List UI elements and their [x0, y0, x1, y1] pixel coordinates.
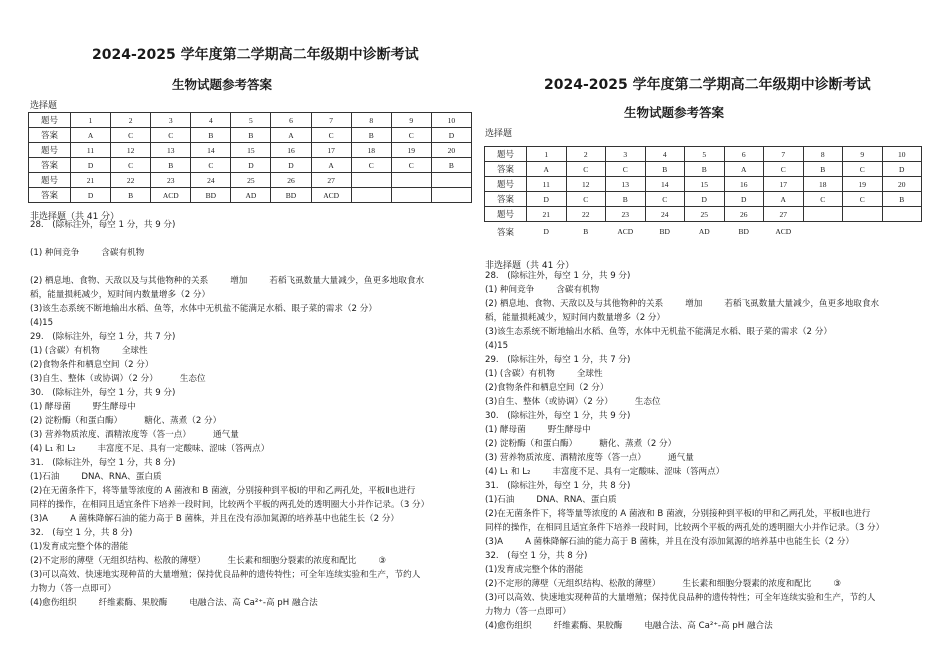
answer-text: ③: [378, 556, 387, 566]
answer-text: 32. (每空 1 分，共 8 分): [485, 551, 588, 561]
answer-cell: C: [566, 192, 606, 207]
question-number-cell: 13: [151, 143, 191, 158]
answer-text: 生长素和细胞分裂素的浓度和配比: [682, 579, 812, 589]
answer-line: [485, 507, 940, 521]
answer-text: (3)A: [485, 537, 504, 547]
answer-row: [29, 188, 472, 203]
exam-title: 2024-2025 学年度第二学期高二年级期中诊断考试: [544, 77, 871, 93]
answer-cell: A: [764, 192, 804, 207]
answer-line: [485, 353, 940, 367]
question-number-cell: 6: [271, 113, 311, 128]
answer-line: [485, 269, 940, 283]
question-number-cell: 6: [724, 147, 764, 162]
answer-line: [485, 577, 940, 591]
answer-cell: C: [764, 162, 804, 177]
question-number-row: [29, 113, 472, 128]
answer-line: [485, 591, 940, 605]
nonchoice-section-label: 非选择题（共 41 分）: [485, 261, 575, 271]
answer-text: 生长素和细胞分裂素的浓度和配比: [227, 556, 357, 566]
answer-text: 28. (除标注外，每空 1 分，共 9 分): [485, 271, 631, 281]
question-number-cell: 7: [764, 147, 804, 162]
answer-cell: C: [843, 192, 883, 207]
answer-text: 生态位: [634, 397, 661, 407]
answer-text: 30. (除标注外，每空 1 分，共 9 分): [485, 411, 631, 421]
answer-cell: B: [583, 227, 589, 237]
answer-row: [485, 162, 922, 177]
answer-text: (2)食物条件和栖息空间（2 分）: [30, 360, 154, 370]
answer-cell: A: [271, 128, 311, 143]
answer-lines: [30, 218, 475, 610]
answer-cell: D: [231, 158, 271, 173]
answer-cell: BD: [191, 188, 231, 203]
answer-row: [485, 222, 922, 242]
question-number-cell: 26: [724, 207, 764, 222]
question-number-row: [485, 177, 922, 192]
answer-text: A 菌株降解石油的能力高于 B 菌株，并且在没有添加氮源的培养基中也能生长（2 分）: [525, 537, 855, 547]
answer-text: (3)该生态系统不断地输出水稻、鱼等，水体中无机盐不能满足水稻、眼子菜的需求（2 分）: [30, 304, 377, 314]
answer-line: [485, 423, 940, 437]
answer-line: [485, 311, 940, 325]
answer-table: [28, 112, 472, 203]
answer-text: 30. (除标注外，每空 1 分，共 9 分): [30, 388, 176, 398]
answer-line: [30, 330, 475, 344]
question-number-cell: 19: [391, 143, 431, 158]
question-number-cell: 8: [351, 113, 391, 128]
question-number-cell: 16: [271, 143, 311, 158]
question-number-cell: 9: [843, 147, 883, 162]
question-number-cell: 4: [191, 113, 231, 128]
answer-cell: D: [543, 227, 549, 237]
answer-line: [485, 605, 940, 619]
question-number-cell: 2: [111, 113, 151, 128]
answer-text: (4)愈伤组织: [30, 598, 77, 608]
answer-text: 增加: [230, 276, 248, 286]
answer-text: (3)A: [30, 514, 49, 524]
question-number-row: [485, 207, 922, 222]
answer-cell: B: [351, 128, 391, 143]
answer-cell: B: [803, 162, 843, 177]
question-number-cell: 23: [606, 207, 646, 222]
answer-line: [30, 442, 475, 456]
answer-line: [30, 302, 475, 316]
answer-cell: [431, 188, 471, 203]
answer-cell: BD: [271, 188, 311, 203]
answer-cell: ACD: [617, 227, 634, 237]
question-number-cell: 16: [724, 177, 764, 192]
question-number-cell: 11: [71, 143, 111, 158]
question-number-cell: 3: [606, 147, 646, 162]
answer-line: [30, 484, 475, 498]
question-number-cell: 22: [111, 173, 151, 188]
question-header-cell: 题号: [29, 173, 71, 188]
answer-text: (1)石油: [485, 495, 515, 505]
answer-text: (3)该生态系统不断地输出水稻、鱼等，水体中无机盐不能满足水稻、眼子菜的需求（2 分）: [485, 327, 832, 337]
answer-text: (4) L₁ 和 L₂: [30, 444, 76, 454]
answer-text: (3)自生、整体（或协调）（2 分）: [30, 374, 158, 384]
answer-text: 同样的操作，在相同且适宜条件下培养一段时间，比较两个平板的两孔处的透明圈大小并作记录。（3 分）: [485, 523, 885, 533]
question-number-cell: 24: [191, 173, 231, 188]
answer-line: [30, 428, 475, 442]
question-header-cell: 题号: [29, 113, 71, 128]
answer-text: 电融合法、高 Ca²⁺-高 pH 融合法: [189, 598, 318, 608]
answer-cell: C: [391, 128, 431, 143]
answer-header-cell: 答案: [29, 158, 71, 173]
answer-line: [30, 470, 475, 484]
answer-line: [485, 325, 940, 339]
answer-text: 丰富度不足、具有一定酸味、涩味（答两点）: [552, 467, 725, 477]
answer-text: 力物力（答一点即可）: [30, 584, 116, 594]
answer-text: (4)愈伤组织: [485, 621, 532, 631]
answer-text: 同样的操作，在相同且适宜条件下培养一段时间，比较两个平板的两孔处的透明圈大小并作记录。（3 分）: [30, 500, 430, 510]
answer-line: [30, 358, 475, 372]
answer-line: [485, 619, 940, 633]
answer-cell: B: [645, 162, 685, 177]
question-number-cell: 10: [882, 147, 922, 162]
question-number-cell: 11: [527, 177, 567, 192]
answer-line: [30, 274, 475, 288]
answer-text: (2)在无菌条件下，将等量等浓度的 A 菌液和 B 菌液，分别接种到平板Ⅰ的甲和乙两孔处，平板Ⅱ也进行: [485, 509, 871, 519]
question-number-cell: 17: [311, 143, 351, 158]
answer-text: 通气量: [213, 430, 239, 440]
answer-line: [485, 381, 940, 395]
answer-line: [30, 498, 475, 512]
question-number-cell: 2: [566, 147, 606, 162]
answer-line: [30, 246, 475, 260]
answer-text: 32. (每空 1 分，共 8 分): [30, 528, 133, 538]
answer-text: 稻，能量损耗减少，短时间内数量增多（2 分）: [485, 313, 666, 323]
answer-cell: D: [71, 188, 111, 203]
answer-header-cell: 答案: [485, 162, 527, 177]
answer-cell: C: [645, 192, 685, 207]
question-number-cell: 13: [606, 177, 646, 192]
question-header-cell: 题号: [485, 207, 527, 222]
answer-cell: AD: [698, 227, 710, 237]
question-number-row: [29, 143, 472, 158]
answer-line: [485, 465, 940, 479]
answer-text: (1) 种间竞争: [30, 248, 80, 258]
answer-text: (3)自生、整体（或协调）（2 分）: [485, 397, 613, 407]
answer-line: [30, 540, 475, 554]
question-number-row: [485, 147, 922, 162]
answer-cell: C: [111, 158, 151, 173]
answer-line: [485, 535, 940, 549]
answer-text: 通气量: [668, 453, 694, 463]
answer-text: 28. (除标注外，每空 1 分，共 9 分): [30, 220, 176, 230]
question-number-cell: 19: [843, 177, 883, 192]
answer-cell: [351, 188, 391, 203]
question-number-cell: 26: [271, 173, 311, 188]
answer-line: [485, 563, 940, 577]
answer-text: (2)不定形的薄壁（无组织结构、松散的薄壁）: [30, 556, 206, 566]
answer-text: (4) L₁ 和 L₂: [485, 467, 531, 477]
question-number-cell: 7: [311, 113, 351, 128]
question-number-cell: 5: [685, 147, 725, 162]
answer-cell: C: [311, 128, 351, 143]
answer-line: [30, 344, 475, 358]
answer-cell: C: [351, 158, 391, 173]
answer-text: (1)发育成完整个体的潜能: [485, 565, 584, 575]
question-number-cell: 12: [566, 177, 606, 192]
answer-text: (2) 栖息地、食物、天敌以及与其他物种的关系: [485, 299, 664, 309]
answer-cell: ACD: [775, 227, 792, 237]
question-number-cell: 21: [527, 207, 567, 222]
answer-line: [30, 568, 475, 582]
answer-line: [485, 297, 940, 311]
answer-cell: [882, 222, 922, 242]
answer-cell: B: [151, 158, 191, 173]
question-number-cell: [843, 207, 883, 222]
question-number-cell: 27: [764, 207, 804, 222]
answer-text: (2) 栖息地、食物、天敌以及与其他物种的关系: [30, 276, 209, 286]
choice-section-label: 选择题: [30, 101, 58, 111]
answer-text: 若稻飞虱数量大量减少，鱼更多地取食水: [269, 276, 425, 286]
answer-line: [485, 367, 940, 381]
question-number-cell: 4: [645, 147, 685, 162]
question-number-cell: [391, 173, 431, 188]
question-number-cell: 9: [391, 113, 431, 128]
answer-cell: B: [882, 192, 922, 207]
answer-text: 野生酵母中: [547, 425, 591, 435]
answer-cell: C: [391, 158, 431, 173]
answer-line: [485, 283, 940, 297]
answer-text: (1)发育成完整个体的潜能: [30, 542, 129, 552]
answer-text: 全球性: [121, 346, 148, 356]
answer-header-cell: 答案: [29, 188, 71, 203]
answer-cell: C: [151, 128, 191, 143]
answer-cell: D: [271, 158, 311, 173]
answer-text: 生态位: [179, 374, 206, 384]
answer-text: 纤维素酶、果胶酶: [98, 598, 168, 608]
answer-sheet-left: [22, 0, 472, 672]
answer-cell: D: [431, 128, 471, 143]
question-header-cell: 题号: [485, 177, 527, 192]
question-number-cell: 18: [351, 143, 391, 158]
question-number-cell: 1: [71, 113, 111, 128]
answer-line: [30, 554, 475, 568]
answer-cell: C: [111, 128, 151, 143]
answer-text: (2)食物条件和栖息空间（2 分）: [485, 383, 609, 393]
answer-text: (1) 酵母菌: [485, 425, 526, 435]
answer-text: (2) 淀粉酶（和蛋白酶）: [485, 439, 578, 449]
answer-row: [29, 128, 472, 143]
answer-line: [30, 456, 475, 470]
answer-line: [30, 400, 475, 414]
answer-cell: D: [527, 192, 567, 207]
answer-line: [30, 582, 475, 596]
answer-cell: BD: [659, 227, 670, 237]
exam-subtitle: 生物试题参考答案: [172, 77, 273, 92]
answer-text: (3)可以高效、快速地实现种苗的大量增殖；保持优良品种的遗传特性；可全年连续实验和生产，节约人: [30, 570, 421, 580]
answer-text: 若稻飞虱数量大量减少，鱼更多地取食水: [724, 299, 880, 309]
answer-line: [485, 451, 940, 465]
answer-cell: [843, 222, 883, 242]
answer-cell: C: [606, 162, 646, 177]
answer-line: [485, 409, 940, 423]
answer-cell: A: [311, 158, 351, 173]
answer-cell: A: [724, 162, 764, 177]
answer-text: (3)可以高效、快速地实现种苗的大量增殖；保持优良品种的遗传特性；可全年连续实验和生产，节约人: [485, 593, 876, 603]
answer-text: 含碳有机物: [556, 285, 600, 295]
answer-cell: C: [191, 158, 231, 173]
answer-line: [30, 316, 475, 330]
question-number-cell: [882, 207, 922, 222]
question-number-row: [29, 173, 472, 188]
question-number-cell: 20: [431, 143, 471, 158]
answer-line: [30, 386, 475, 400]
answer-line: [30, 526, 475, 540]
answer-line: [485, 479, 940, 493]
question-number-cell: 20: [882, 177, 922, 192]
question-number-cell: 22: [566, 207, 606, 222]
question-number-cell: 17: [764, 177, 804, 192]
question-number-cell: [431, 173, 471, 188]
question-number-cell: 14: [645, 177, 685, 192]
answer-line: [485, 339, 940, 353]
answer-line: [30, 372, 475, 386]
answer-line: [30, 260, 475, 274]
answer-text: 野生酵母中: [92, 402, 136, 412]
answer-table: [484, 146, 922, 242]
answer-cell: B: [685, 162, 725, 177]
answer-text: 纤维素酶、果胶酶: [553, 621, 623, 631]
question-number-cell: 8: [803, 147, 843, 162]
question-number-cell: 27: [311, 173, 351, 188]
question-number-cell: 18: [803, 177, 843, 192]
answer-text: DNA、RNA、蛋白质: [536, 495, 617, 505]
answer-text: 糖化、蒸煮（2 分）: [144, 416, 222, 426]
nonchoice-section-label: 非选择题（共 41 分）: [30, 212, 120, 222]
answer-text: (1) 种间竞争: [485, 285, 535, 295]
answer-text: (3) 营养物质浓度、酒精浓度等（答一点）: [30, 430, 191, 440]
answer-text: (4)15: [485, 341, 509, 351]
choice-section-label: 选择题: [485, 129, 513, 139]
answer-text: 力物力（答一点即可）: [485, 607, 571, 617]
answer-row: [485, 192, 922, 207]
answer-line: [485, 521, 940, 535]
question-number-cell: 24: [645, 207, 685, 222]
question-number-cell: 15: [685, 177, 725, 192]
answer-cell: D: [685, 192, 725, 207]
question-number-cell: 5: [231, 113, 271, 128]
question-number-cell: 1: [527, 147, 567, 162]
exam-subtitle: 生物试题参考答案: [624, 105, 725, 120]
answer-text: 糖化、蒸煮（2 分）: [599, 439, 677, 449]
answer-text: (2)不定形的薄壁（无组织结构、松散的薄壁）: [485, 579, 661, 589]
answer-cell: B: [431, 158, 471, 173]
answer-text: 31. (除标注外，每空 1 分，共 8 分): [30, 458, 176, 468]
answer-line: [485, 493, 940, 507]
answer-line: [485, 437, 940, 451]
answer-cell: C: [566, 162, 606, 177]
answer-text: A 菌株降解石油的能力高于 B 菌株，并且在没有添加氮源的培养基中也能生长（2 分）: [70, 514, 400, 524]
answer-cell: D: [71, 158, 111, 173]
answer-line: [30, 512, 475, 526]
answer-header-cell: 答案: [496, 227, 514, 238]
answer-line: [30, 232, 475, 246]
exam-title: 2024-2025 学年度第二学期高二年级期中诊断考试: [92, 47, 419, 63]
question-number-cell: 14: [191, 143, 231, 158]
answer-text: (1) (含碳）有机物: [485, 369, 555, 379]
answer-text: (1)石油: [30, 472, 60, 482]
question-number-cell: 12: [111, 143, 151, 158]
answer-cell: ACD: [151, 188, 191, 203]
answer-line: [30, 288, 475, 302]
answer-cell: B: [606, 192, 646, 207]
question-header-cell: 题号: [29, 143, 71, 158]
answer-text: 丰富度不足、具有一定酸味、涩味（答两点）: [97, 444, 270, 454]
question-number-cell: [351, 173, 391, 188]
answer-cell: C: [803, 192, 843, 207]
answer-cell: C: [843, 162, 883, 177]
question-number-cell: 3: [151, 113, 191, 128]
answer-text: (1) (含碳）有机物: [30, 346, 100, 356]
answer-lines: [485, 269, 940, 633]
answer-cell: A: [71, 128, 111, 143]
answer-cell: ACD: [311, 188, 351, 203]
answer-line: [485, 395, 940, 409]
answer-text: (2) 淀粉酶（和蛋白酶）: [30, 416, 123, 426]
question-header-cell: 题号: [485, 147, 527, 162]
answer-line: [30, 596, 475, 610]
answer-text: (4)15: [30, 318, 54, 328]
answer-text: (1) 酵母菌: [30, 402, 71, 412]
answer-row: [29, 158, 472, 173]
answer-cell: AD: [231, 188, 271, 203]
answer-text: 电融合法、高 Ca²⁺-高 pH 融合法: [644, 621, 773, 631]
answer-text: 全球性: [576, 369, 603, 379]
question-number-cell: 15: [231, 143, 271, 158]
answer-text: 29. (除标注外，每空 1 分，共 7 分): [485, 355, 631, 365]
answer-cell: [391, 188, 431, 203]
question-number-cell: 25: [231, 173, 271, 188]
answer-cell: BD: [738, 227, 749, 237]
question-number-cell: 10: [431, 113, 471, 128]
answer-cell: B: [191, 128, 231, 143]
answer-line: [30, 414, 475, 428]
answer-text: 增加: [685, 299, 703, 309]
answer-cell: B: [231, 128, 271, 143]
answer-line: [485, 549, 940, 563]
answer-text: 29. (除标注外，每空 1 分，共 7 分): [30, 332, 176, 342]
answer-text: (2)在无菌条件下，将等量等浓度的 A 菌液和 B 菌液，分别接种到平板Ⅰ的甲和乙两孔处，平板Ⅱ也进行: [30, 486, 416, 496]
question-number-cell: 21: [71, 173, 111, 188]
answer-text: 31. (除标注外，每空 1 分，共 8 分): [485, 481, 631, 491]
answer-cell: D: [882, 162, 922, 177]
answer-text: DNA、RNA、蛋白质: [81, 472, 162, 482]
answer-cell: [803, 222, 843, 242]
answer-sheet-right: [482, 0, 937, 672]
answer-header-cell: 答案: [29, 128, 71, 143]
question-number-cell: [803, 207, 843, 222]
question-number-cell: 23: [151, 173, 191, 188]
answer-text: 含碳有机物: [101, 248, 145, 258]
answer-line: [30, 218, 475, 232]
answer-text: ③: [833, 579, 842, 589]
answer-cell: D: [724, 192, 764, 207]
answer-cell: A: [527, 162, 567, 177]
answer-text: 稻，能量损耗减少，短时间内数量增多（2 分）: [30, 290, 211, 300]
answer-text: (3) 营养物质浓度、酒精浓度等（答一点）: [485, 453, 646, 463]
question-number-cell: 25: [685, 207, 725, 222]
answer-cell: B: [111, 188, 151, 203]
answer-header-cell: 答案: [485, 192, 527, 207]
